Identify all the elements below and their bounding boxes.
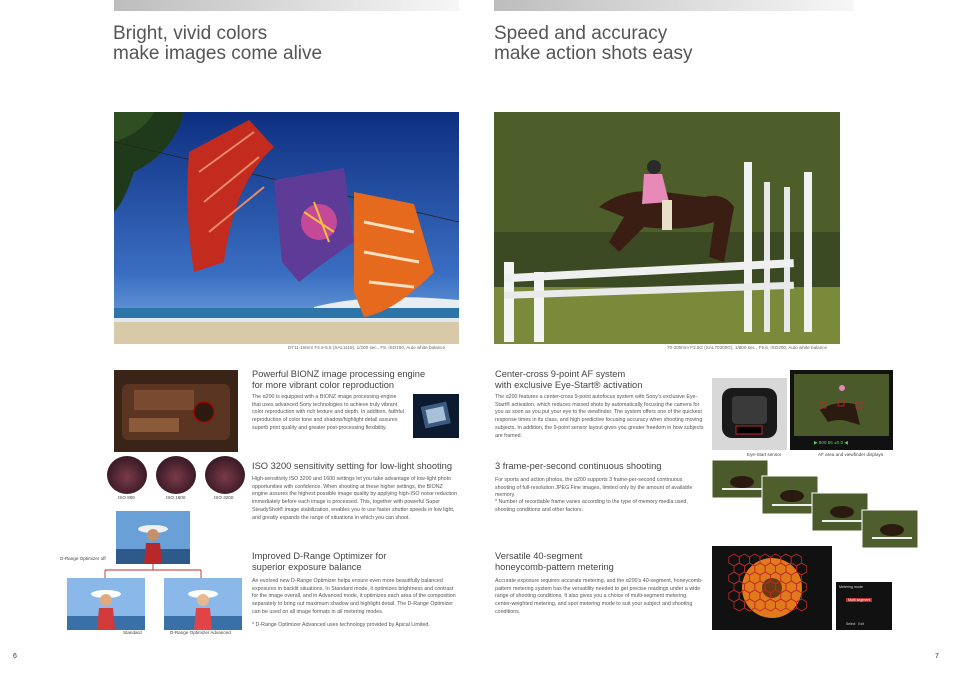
metering-menu-footer: Select Exit	[846, 622, 864, 626]
right-header-bar	[494, 0, 854, 11]
metering-menu-screen	[836, 582, 892, 630]
main-photo-horse	[494, 112, 840, 344]
iso-800-label: ISO 800	[118, 495, 135, 500]
bionz-heading: Powerful BIONZ image processing engine for more vibrant color reproduction	[252, 369, 426, 390]
burst-sequence	[712, 460, 922, 550]
right-photo-caption: 70-300mm F3.5G (SAL70300G), 1/800 sec., F5.6, ISO200, Auto white balance	[667, 345, 828, 350]
left-header-bar	[114, 0, 459, 11]
iso-800-sample	[107, 456, 147, 494]
page-number-right: 7	[935, 653, 939, 660]
drange-body: An evolved new D-Range Optimizer helps ensure even more beautifully balanced exposures in backlit situations. In Standard mode, it optimizes brightness and contrast for the image overall, and in Advanced mode, it optimizes each area of the composition separately to bring out maximum shadow and highlight detail. The D-Range Optimizer can be used on all image formats in all metering modes.	[252, 578, 456, 615]
bionz-chip-image	[413, 394, 459, 438]
page-number-left: 6	[13, 653, 17, 660]
af-viewfinder-display	[790, 370, 893, 450]
metering-menu-title: Metering mode	[839, 585, 863, 589]
drange-note: * D-Range Optimizer Advanced uses technology provided by Apical Limited.	[252, 622, 430, 628]
iso-heading: ISO 3200 sensitivity setting for low-light shooting	[252, 461, 452, 471]
iso-3200-sample	[205, 456, 245, 494]
iso-1600-sample	[156, 456, 196, 494]
camera-board-photo	[114, 370, 238, 452]
af-heading: Center-cross 9-point AF system with exclusive Eye-Start® activation	[495, 369, 643, 390]
main-photo-scarves	[114, 112, 459, 344]
honeycomb-metering-photo	[712, 546, 832, 630]
viewfinder-readout: ▶ 800 56 ±0.0 ◀	[814, 440, 848, 445]
metering-menu-selected: Multi segment	[848, 598, 871, 602]
iso-3200-label: ISO 3200	[214, 495, 234, 500]
drange-standard-label: Standard	[123, 630, 142, 635]
drange-off-label: D-Range Optimizer off	[60, 556, 106, 561]
continuous-note: * Number of recordable frame varies according to the type of memory media used, shooting conditions and other factors.	[495, 499, 688, 513]
af-display-label: AF area and viewfinder displays	[818, 452, 884, 457]
left-photo-caption: DT11-18mm F4.5-5.6 (SAL1118), 1/200 sec., F8, ISO100, Auto white balance	[288, 345, 446, 350]
drange-advanced-photo	[164, 578, 242, 630]
drange-off-photo	[116, 511, 190, 564]
left-page-title: Bright, vivid colors make images come alive	[113, 23, 323, 64]
eye-start-sensor-photo	[712, 378, 787, 450]
bionz-body: The α200 is equipped with a BIONZ image processing engine that uses advanced Sony technologies to achieve truly vibrant color reproduction with rich texture and depth. In addition, faithful reproduction of color tone and shadow/highlight detail assures superb print quality and greater post-processing flexibility.	[252, 394, 404, 431]
drange-heading: Improved D-Range Optimizer for superior exposure balance	[252, 551, 387, 572]
drange-connector	[100, 564, 206, 578]
continuous-body: For sports and action photos, the α200 supports 3 frame-per-second continuous shooting of full-resolution JPEG Fine images, limited only by the amount of available memory.	[495, 477, 693, 499]
eye-start-sensor-label: Eye-Start sensor	[747, 452, 782, 457]
metering-heading: Versatile 40-segment honeycomb-pattern metering	[495, 551, 614, 572]
drange-advanced-label: D-Range Optimizer Advanced	[170, 630, 231, 635]
iso-body: High-sensitivity ISO 3200 and 1600 settings let you take advantage of low-light photo opportunities with confidence. When shooting at these higher settings, the BIONZ engine assures the highest possible image quality by applying high-ISO noise reduction immediately before each image is processed. This, together with powerful Super SteadyShot® image stabilization, enables you to use faster shutter speeds in low light, and greatly expands the range of situations in which you can shoot.	[252, 476, 457, 521]
af-body: The α200 features a center-cross 9-point autofocus system with Sony's exclusive Eye-Start® activation, which reduces missed shots by automatically focusing the camera for you as soon as you put your eye to the viewfinder. The system offers one of the quickest response times in its class, and high predictive focusing accuracy when shooting moving subjects. In addition, the 9-point sensor layout gives you greater freedom in how subjects are framed.	[495, 394, 704, 439]
right-page-title: Speed and accuracy make action shots easy	[494, 23, 693, 64]
continuous-heading: 3 frame-per-second continuous shooting	[495, 461, 662, 471]
iso-1600-label: ISO 1600	[166, 495, 186, 500]
drange-standard-photo	[67, 578, 145, 630]
metering-body: Accurate exposure requires accurate metering, and the α200's 40-segment, honeycomb-pattern metering system has the versatility needed to get precise readings under a wide range of shooting conditions. It also gives you a choice of multi-segment metering, center-weighted metering, and spot metering mode to suit your subject and shooting conditions.	[495, 578, 703, 615]
